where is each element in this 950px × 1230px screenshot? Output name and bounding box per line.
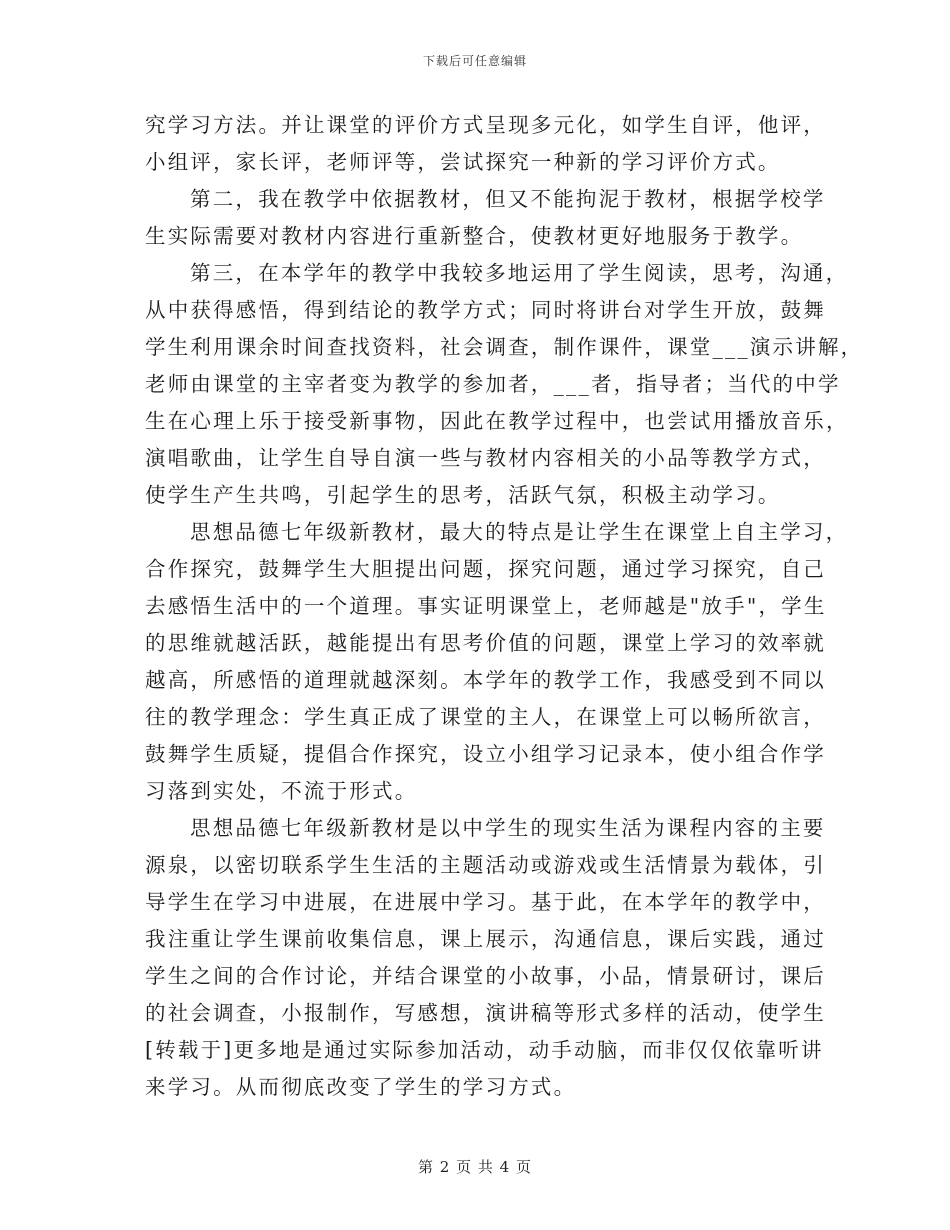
paragraph-start-line: 第三，在本学年的教学中我较多地运用了学生阅读，思考，沟通， [190, 261, 849, 285]
text-line: 合作探究，鼓舞学生大胆提出问题，探究问题，通过学习探究，自己 [145, 557, 826, 581]
paragraph-start-line: 思想品德七年级新教材是以中学生的现实生活为课程内容的主要 [190, 816, 826, 840]
text-line: 老师由课堂的主宰者变为教学的参加者，___者，指导者；当代的中学 [145, 372, 841, 396]
text-line: 来学习。从而彻底改变了学生的学习方式。 [145, 1075, 577, 1099]
text-line: 学生利用课余时间查找资料，社会调查，制作课件，课堂___演示讲解， [145, 335, 864, 359]
text-line: 小组评，家长评，老师评等，尝试探究一种新的学习评价方式。 [145, 150, 781, 174]
paragraph-start-line: 第二，我在教学中依据教材，但又不能拘泥于教材，根据学校学 [190, 187, 826, 211]
text-line: 的社会调查，小报制作，写感想，演讲稿等形式多样的活动，使学生 [145, 1001, 826, 1025]
text-line: 我注重让学生课前收集信息，课上展示，沟通信息，课后实践，通过 [145, 927, 826, 951]
text-line: 的思维就越活跃，越能提出有思考价值的问题，课堂上学习的效率就 [145, 631, 826, 655]
text-line: 学生之间的合作讨论，并结合课堂的小故事，小品，情景研讨，课后 [145, 964, 826, 988]
text-line: [转载于]更多地是通过实际参加活动，动手动脑，而非仅仅依靠听讲 [145, 1038, 824, 1062]
text-line: 往的教学理念：学生真正成了课堂的主人，在课堂上可以畅所欲言， [145, 705, 826, 729]
paragraph-start-line: 思想品德七年级新教材，最大的特点是让学生在课堂上自主学习， [190, 520, 849, 544]
text-line: 习落到实处，不流于形式。 [145, 779, 418, 803]
text-line: 生在心理上乐于接受新事物，因此在教学过程中，也尝试用播放音乐， [145, 409, 849, 433]
text-line: 演唱歌曲，让学生自导自演一些与教材内容相关的小品等教学方式， [145, 446, 826, 470]
page-footer: 第 2 页 共 4 页 [418, 1158, 532, 1176]
text-line: 究学习方法。并让课堂的评价方式呈现多元化，如学生自评，他评， [145, 113, 826, 137]
text-line: 从中获得感悟，得到结论的教学方式；同时将讲台对学生开放，鼓舞 [145, 298, 826, 322]
text-line: 源泉，以密切联系学生生活的主题活动或游戏或生活情景为载体，引 [145, 853, 826, 877]
text-line: 导学生在学习中进展，在进展中学习。基于此，在本学年的教学中， [145, 890, 826, 914]
text-line: 使学生产生共鸣，引起学生的思考，活跃气氛，积极主动学习。 [145, 483, 781, 507]
text-line: 生实际需要对教材内容进行重新整合，使教材更好地服务于教学。 [145, 224, 804, 248]
text-line: 去感悟生活中的一个道理。事实证明课堂上，老师越是"放手"，学生 [145, 594, 827, 618]
text-line: 越高，所感悟的道理就越深刻。本学年的教学工作，我感受到不同以 [145, 668, 826, 692]
document-body [145, 107, 864, 1106]
text-line: 鼓舞学生质疑，提倡合作探究，设立小组学习记录本，使小组合作学 [145, 742, 826, 766]
page-header: 下载后可任意编辑 [422, 54, 527, 68]
